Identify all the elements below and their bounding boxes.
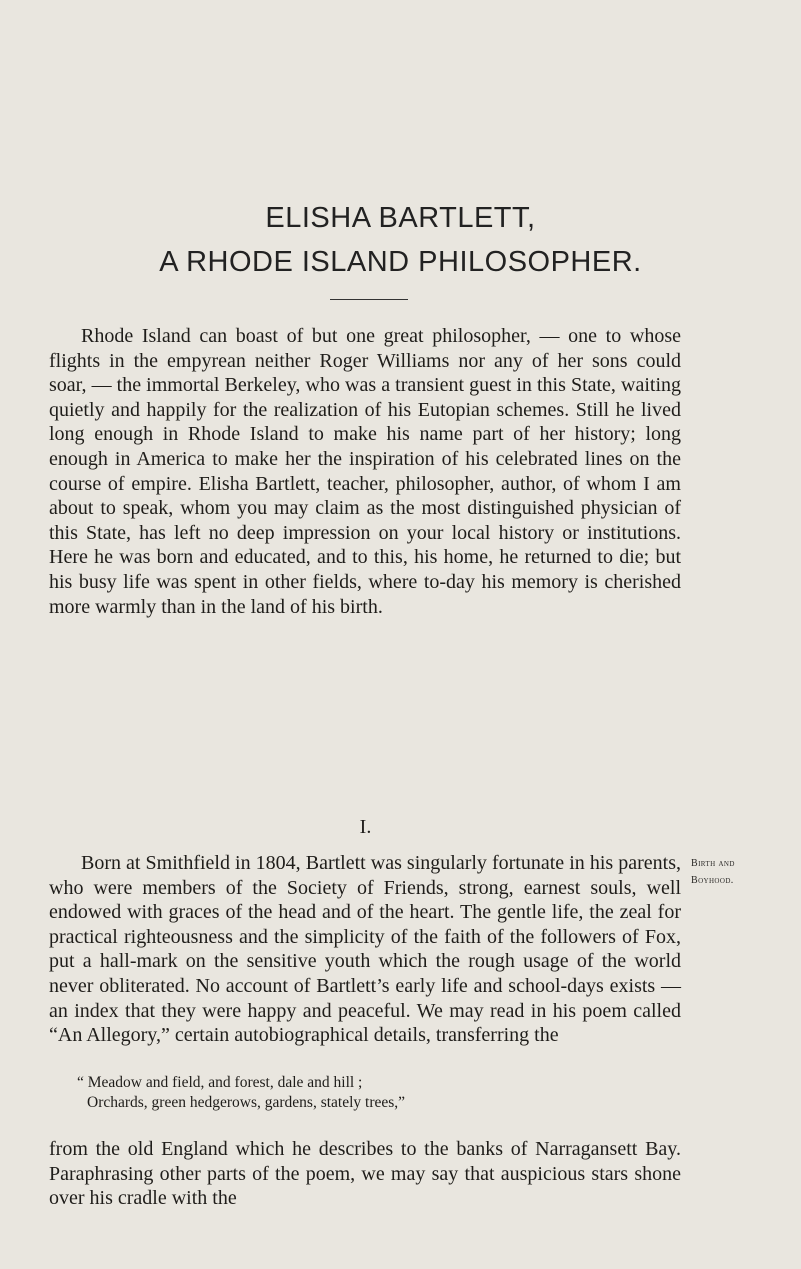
title-divider — [330, 299, 408, 300]
title-line-1: ELISHA BARTLETT, — [265, 202, 536, 234]
margin-note — [691, 855, 801, 889]
continuation-paragraph: from the old England which he describes to the banks of Narragansett Bay. Paraphrasing other parts of the poem, we may say that auspicious stars shone over his cradle with the — [49, 1138, 681, 1210]
title-line-2: A RHODE ISLAND PHILOSOPHER. — [159, 246, 642, 278]
section-number: I. — [359, 816, 372, 838]
verse-line-2: Orchards, green hedgerows, gardens, stately trees,” — [87, 1094, 406, 1111]
margin-note-line-1: Birth and — [691, 858, 735, 869]
margin-note-line-2: Boyhood. — [691, 875, 734, 886]
intro-paragraph: Rhode Island can boast of but one great philosopher, — one to whose flights in the empyrean neither Roger Williams nor any of her sons could soar, — the immortal Berkeley, who was a transient guest in this State, waiting quietly and happily for the realization of his Eutopian schemes. Still he lived long enough in Rhode Island to make his name part of her history; long enough in America to make her the inspiration of his celebrated lines on the course of empire. Elisha Bartlett, teacher, philosopher, author, of whom I am about to speak, whom you may claim as the most distinguished physician of this State, has left no deep impression on your local history or institutions. Here he was born and educated, and to this, his home, he returned to die; but his busy life was spent in other fields, where to-day his memory is cherished more warmly than in the land of his birth. — [49, 325, 681, 618]
section-paragraph: Born at Smithfield in 1804, Bartlett was singularly fortunate in his parents, who were members of the Society of Friends, strong, earnest souls, well endowed with graces of the head and of the heart. The gentle life, the zeal for practical righteousness and the simplicity of the faith of the followers of Fox, put a hall-mark on the sensitive youth which the rough usage of the world never obliterated. No account of Bartlett’s early life and school-days exists — an index that they were happy and peaceful. We may read in his poem called “An Allegory,” certain autobiographical details, transferring the — [49, 852, 681, 1047]
verse-line-1: “ Meadow and field, and forest, dale and hill ; — [77, 1074, 363, 1091]
verse-quote — [77, 1073, 697, 1113]
